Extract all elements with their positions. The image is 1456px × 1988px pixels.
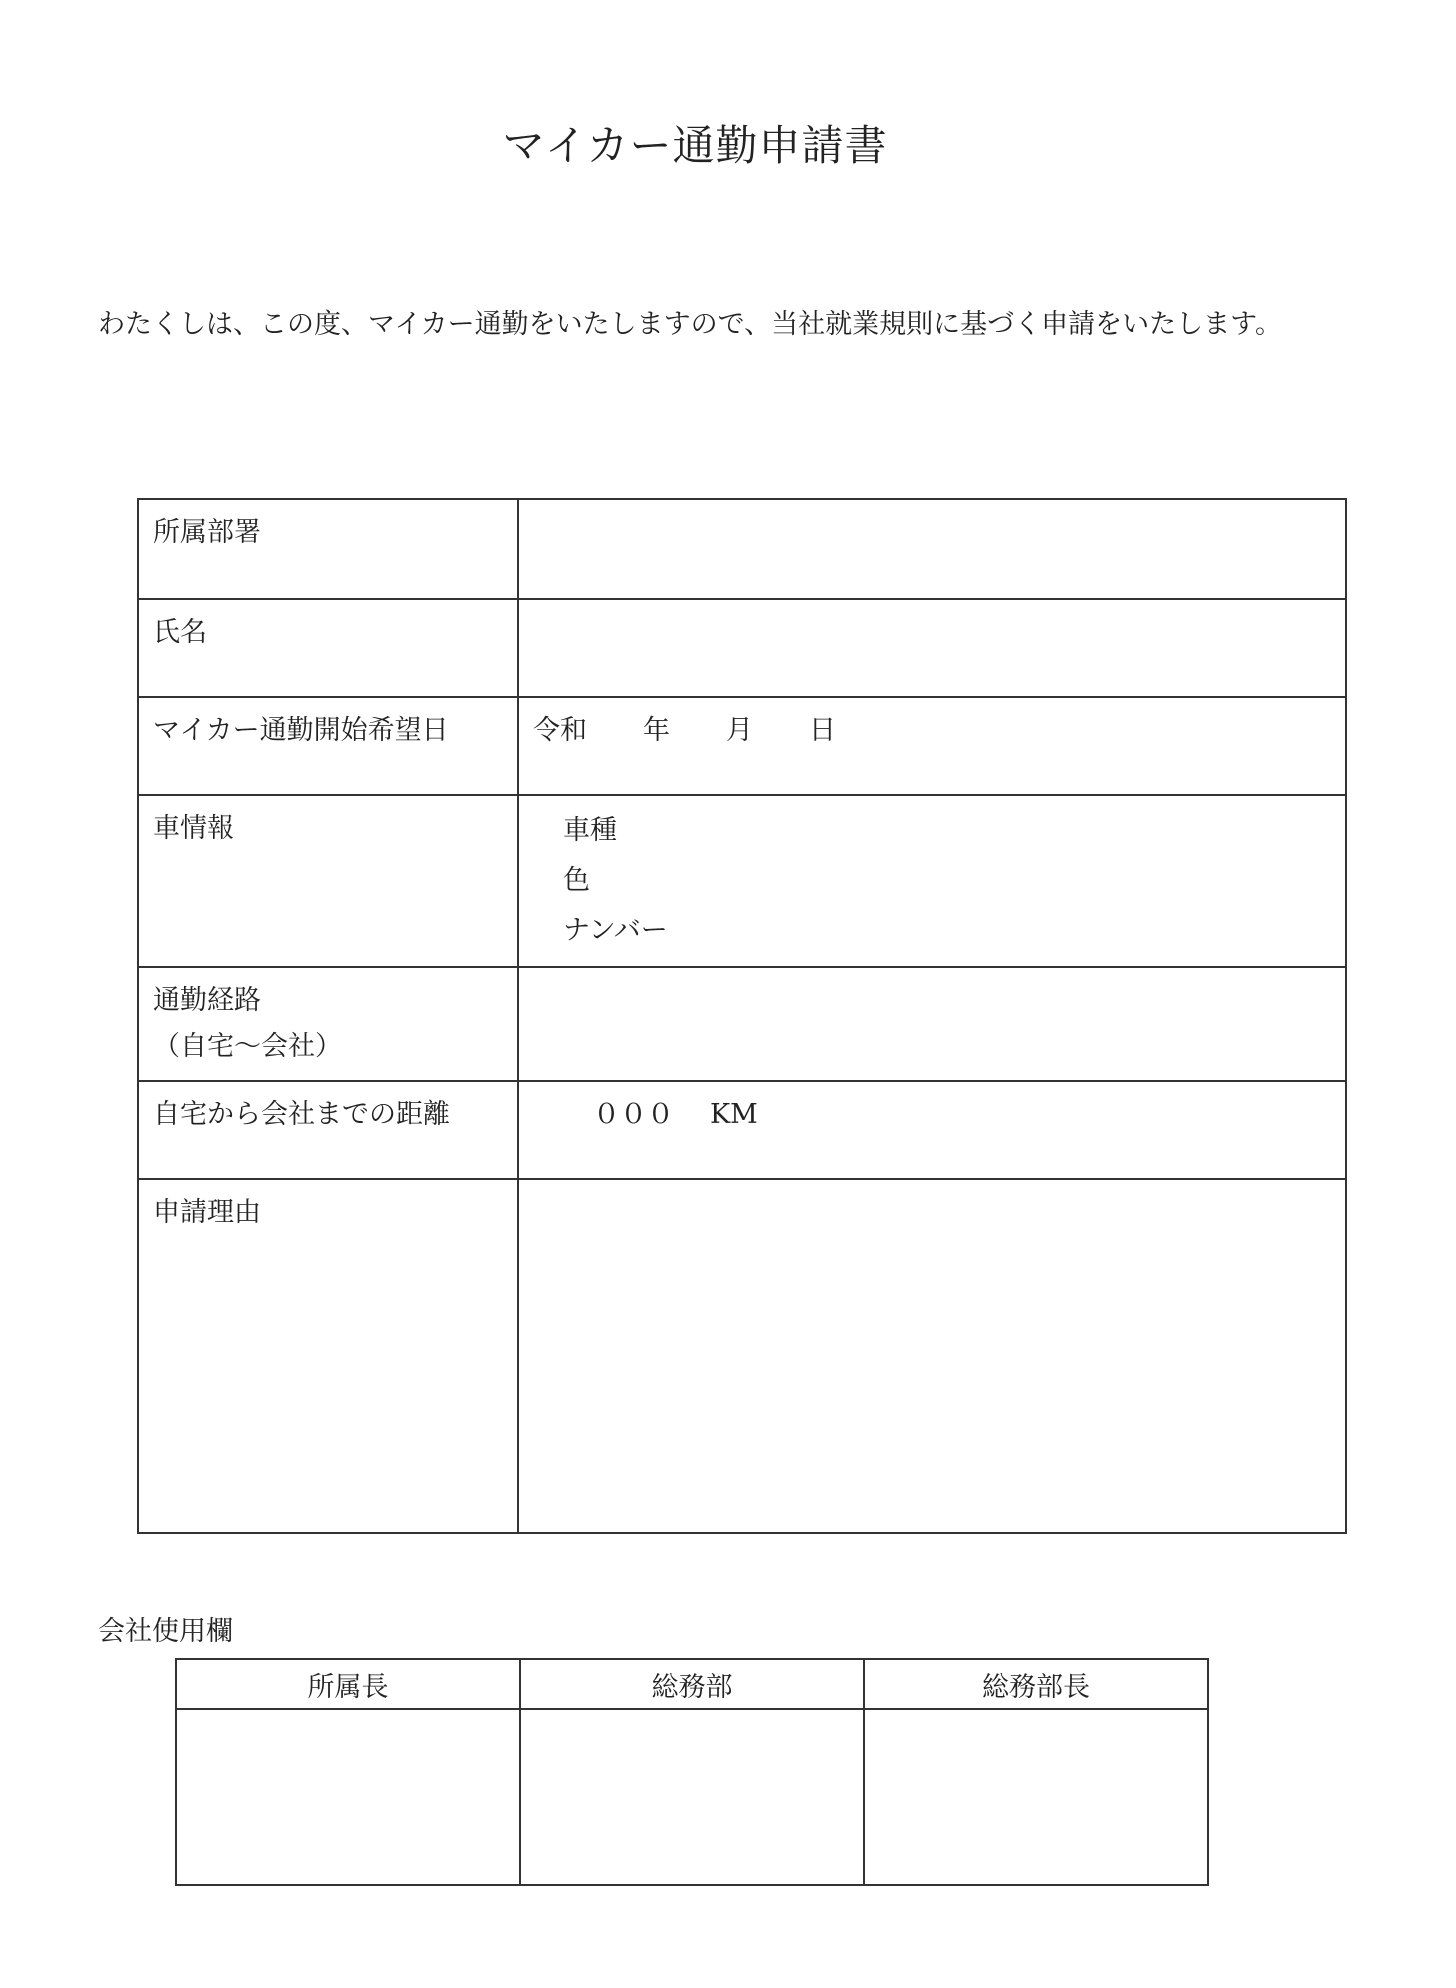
- distance-field[interactable]: [518, 1081, 1346, 1179]
- reason-label: 申請理由: [138, 1179, 518, 1533]
- stamp-box-general-affairs[interactable]: [520, 1709, 864, 1885]
- distance-unit: KM: [710, 1099, 758, 1130]
- reason-field[interactable]: [518, 1179, 1346, 1533]
- route-label-line1: 通勤経路: [153, 985, 261, 1016]
- distance-row: [138, 1081, 1346, 1179]
- name-label: 氏名: [138, 599, 518, 697]
- start-date-field[interactable]: [518, 697, 1346, 795]
- stamp-header-general-affairs-manager: 総務部長: [864, 1659, 1208, 1709]
- distance-value: ０００: [593, 1099, 674, 1130]
- car-info-label: 車情報: [138, 795, 518, 967]
- stamp-header-general-affairs: 総務部: [520, 1659, 864, 1709]
- route-label-line2: （自宅～会社）: [153, 1031, 342, 1062]
- car-color-label: 色: [563, 865, 590, 896]
- stamp-box-general-affairs-manager[interactable]: [864, 1709, 1208, 1885]
- route-row: [138, 967, 1346, 1081]
- stamp-box-manager[interactable]: [176, 1709, 520, 1885]
- car-info-row: [138, 795, 1346, 967]
- department-label: 所属部署: [138, 499, 518, 599]
- day-label: 日: [809, 715, 836, 746]
- name-field[interactable]: [518, 599, 1346, 697]
- page-title: マイカー通勤申請書: [502, 121, 888, 170]
- name-row: [138, 599, 1346, 697]
- intro-text: わたくしは、この度、マイカー通勤をいたしますので、当社就業規則に基づく申請をいたします。: [98, 309, 1282, 340]
- stamp-header-manager: 所属長: [176, 1659, 520, 1709]
- start-date-label: マイカー通勤開始希望日: [138, 697, 518, 795]
- route-field[interactable]: [518, 967, 1346, 1081]
- route-label: [138, 967, 518, 1081]
- car-number-label: ナンバー: [563, 915, 668, 946]
- stamp-header-row: [176, 1659, 1208, 1709]
- company-use-table: [175, 1658, 1209, 1886]
- company-use-label: 会社使用欄: [98, 1616, 233, 1647]
- year-label: 年: [643, 715, 670, 746]
- reason-row: [138, 1179, 1346, 1533]
- era-label: 令和: [533, 715, 587, 746]
- car-info-field[interactable]: [518, 795, 1346, 967]
- department-field[interactable]: [518, 499, 1346, 599]
- distance-label: 自宅から会社までの距離: [138, 1081, 518, 1179]
- stamp-box-row: [176, 1709, 1208, 1885]
- department-row: [138, 499, 1346, 599]
- month-label: 月: [726, 715, 753, 746]
- application-form-table: [137, 498, 1347, 1534]
- car-model-label: 車種: [563, 815, 617, 846]
- start-date-row: [138, 697, 1346, 795]
